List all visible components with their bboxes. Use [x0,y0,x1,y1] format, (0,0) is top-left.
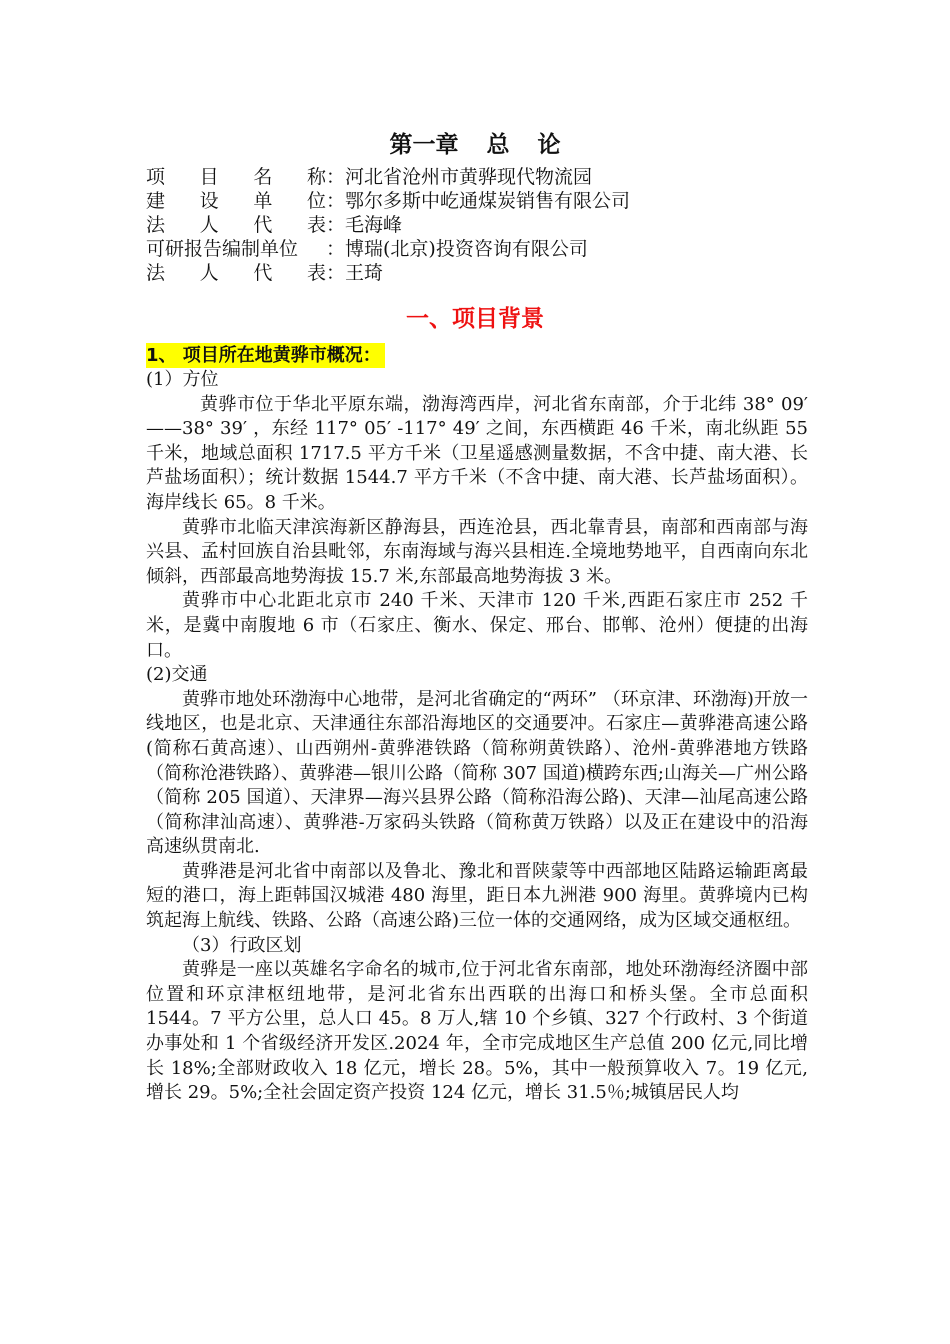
info-colon: ： [326,214,346,236]
chapter-title-part: 论 [537,132,561,158]
info-label-char: 单 [253,190,273,212]
info-row-compiler-representative [146,261,826,285]
info-label [146,189,326,213]
info-colon: ： [326,190,346,212]
info-label-char: 称 [306,166,326,188]
info-value: 鄂尔多斯中屹通煤炭销售有限公司 [345,190,631,212]
info-label: 可研报告编制单位 [146,238,299,260]
project-info [146,165,826,285]
info-label-char: 表 [306,214,326,236]
info-row-project-name [146,165,826,189]
info-label-char: 项 [146,166,166,188]
heading-traffic: (2)交通 [146,664,208,686]
info-label-char: 建 [146,190,166,212]
heading-location: (1）方位 [146,369,219,390]
paragraph-traffic: 黄骅市地处环渤海中心地带，是河北省确定的“两环” （环京津、环渤海)开放一线地区，也是北京、天津通往东部沿海地区的交通要冲。石家庄—黄骅港高速公路(简称石黄高速）、山西朔州-黄骅港铁路（简称朔黄铁路）、沧州-黄骅港地方铁路（简称沧港铁路）、黄骅港—银川公路（简称 307 国道)横跨东西;山海关—广州公路（简称 205 国道）、天津界—海兴县界公路（简称沿海公路)、天津—汕尾高速公路（简称津汕高速）、黄骅港-万家码头铁路（简称黄万铁路）以及正在建设中的沿海高速纵贯南北. [146,688,808,858]
section-title: 一、项目背景 [406,306,544,332]
paragraph-port: 黄骅港是河北省中南部以及鲁北、豫北和晋陕蒙等中西部地区陆路运输距离最短的港口，海上距韩国汉城港 480 海里，距日本九洲港 900 海里。黄骅境内已构筑起海上航线、铁路、公路（高速公路)三位一体的交通网络，成为区域交通枢纽。 [146,860,808,932]
info-label-char: 法 [146,262,166,284]
chapter-title [0,126,950,159]
paragraph-location: 黄骅市位于华北平原东端，渤海湾西岸，河北省东南部，介于北纬 38° 09′ ——38° 39′ ，东经 117° 05′ -117° 49′ 之间，东西横距 46 千米，南北纵距 55 千米，地域总面积 1717.5 平方千米（卫星遥感测量数据，不含中捷、南大港、长芦盐场面积）；统计数据 1544.7 平方千米（不含中捷、南大港、长芦盐场面积）。海岸线长 65。8 千米。 [146,393,808,513]
info-label-char: 代 [253,262,273,284]
info-label-char: 目 [199,166,219,188]
info-label [146,213,326,237]
info-colon: ： [326,238,346,260]
paragraph-administration: 黄骅是一座以英雄名字命名的城市,位于河北省东南部，地处环渤海经济圈中部位置和环京津枢纽地带，是河北省东出西联的出海口和桥头堡。全市总面积 1544。7 平方公里，总人口 45。8 万人,辖 10 个乡镇、327 个行政村、3 个街道办事处和 1 个省级经济开发区.2024 年，全市完成地区生产总值 200 亿元,同比增长 18%;全部财政收入 18 亿元，增长 28。5%，其中一般预算收入 7。19 亿元,增长 29。5%;全社会固定资产投资 124 亿元，增长 31.5％;城镇居民人均 [146,959,808,1104]
info-label [146,261,326,285]
paragraph-borders: 黄骅市北临天津滨海新区静海县，西连沧县，西北靠青县，南部和西南部与海兴县、孟村回族自治县毗邻，东南海域与海兴县相连.全境地势地平，自西南向东北倾斜，西部最高地势海拔 15.7 米,东部最高地势海拔 3 米。 [146,516,808,587]
info-label [146,165,326,189]
paragraph-distances: 黄骅市中心北距北京市 240 千米、天津市 120 千米,西距石家庄市 252 千米，是冀中南腹地 6 市（石家庄、衡水、保定、邢台、邯郸、沧州）便捷的出海口。 [146,590,808,661]
info-label-char: 表 [306,262,326,284]
info-value: 毛海峰 [345,214,403,236]
document-body [146,368,808,1106]
info-label-char: 人 [199,214,219,236]
info-colon: ： [326,262,346,284]
info-row-construction-unit [146,189,826,213]
info-label-char: 代 [253,214,273,236]
info-colon: ： [326,166,346,188]
info-label-char: 设 [199,190,219,212]
heading-administration: （3）行政区划 [182,934,302,956]
chapter-title-part: 第一章 [389,132,459,158]
info-label-char: 名 [253,166,273,188]
info-label-char: 位 [306,190,326,212]
info-value: 博瑞(北京)投资咨询有限公司 [345,238,588,260]
info-value: 王琦 [345,262,384,284]
subsection-title: 1、 项目所在地黄骅市概况： [146,343,385,368]
info-label-char: 法 [146,214,166,236]
info-value: 河北省沧州市黄骅现代物流园 [345,166,593,188]
info-label-char: 人 [199,262,219,284]
info-row-legal-representative [146,213,826,237]
chapter-title-part: 总 [486,132,510,158]
info-row-report-compiler [146,237,826,261]
